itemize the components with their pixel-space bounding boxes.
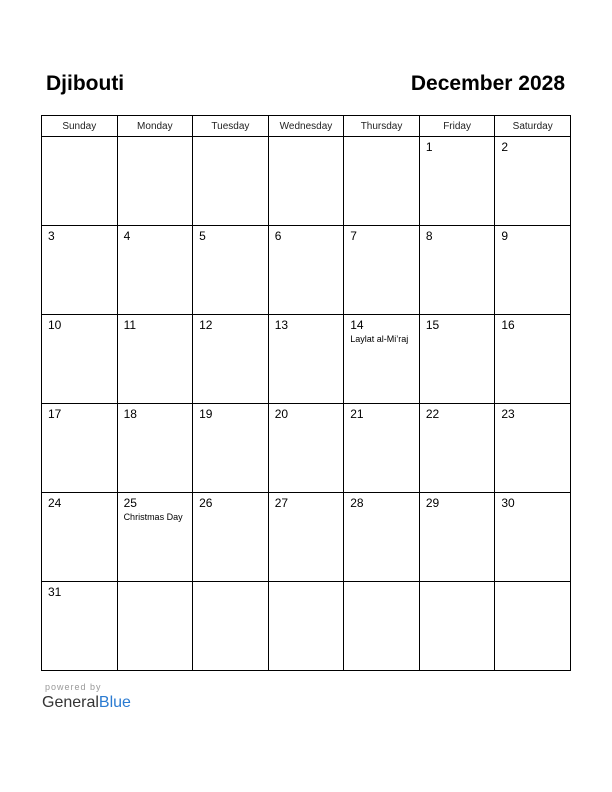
day-cell — [344, 493, 420, 582]
calendar-grid — [41, 115, 571, 671]
holiday-label: Christmas Day — [123, 512, 183, 522]
day-number: 24 — [48, 496, 62, 510]
day-cell — [268, 404, 344, 493]
day-cell — [495, 137, 571, 226]
week-row — [42, 315, 571, 404]
day-number: 2 — [501, 140, 509, 154]
day-number: 7 — [350, 229, 357, 243]
day-number: 22 — [425, 407, 440, 421]
brand-general-text: General — [42, 694, 99, 711]
holiday-label: Laylat al-Mi’raj — [350, 334, 409, 344]
weekday-monday: Monday — [117, 116, 193, 137]
day-number — [269, 137, 344, 140]
day-cell — [344, 404, 420, 493]
day-cell — [419, 137, 495, 226]
week-row — [42, 404, 571, 493]
day-number: 6 — [274, 229, 282, 243]
generalblue-logo[interactable] — [42, 693, 131, 713]
day-number: 31 — [48, 585, 62, 599]
day-cell — [419, 315, 495, 404]
day-cell — [495, 582, 571, 671]
country-title: Djibouti — [46, 72, 125, 95]
day-cell — [344, 226, 420, 315]
day-number: 5 — [199, 229, 206, 243]
day-number: 11 — [123, 318, 137, 332]
day-number — [495, 582, 570, 585]
day-number — [118, 137, 193, 140]
day-cell — [117, 226, 193, 315]
day-cell — [117, 404, 193, 493]
day-number — [42, 137, 117, 140]
day-cell — [42, 493, 118, 582]
day-cell — [193, 582, 269, 671]
weekday-wednesday: Wednesday — [268, 116, 344, 137]
day-cell — [193, 315, 269, 404]
day-number — [344, 582, 419, 585]
day-cell — [193, 493, 269, 582]
day-cell — [419, 493, 495, 582]
day-number: 12 — [199, 318, 213, 332]
day-number: 16 — [501, 318, 515, 332]
day-number: 3 — [48, 229, 55, 243]
day-cell — [495, 404, 571, 493]
weekday-saturday: Saturday — [495, 116, 571, 137]
week-row — [42, 582, 571, 671]
day-number: 15 — [425, 318, 440, 332]
day-cell — [42, 226, 118, 315]
day-number: 21 — [350, 407, 364, 421]
day-cell — [419, 404, 495, 493]
day-number: 9 — [501, 229, 509, 243]
day-cell — [419, 226, 495, 315]
day-cell — [495, 493, 571, 582]
day-number: 26 — [199, 496, 213, 510]
day-number: 30 — [501, 496, 515, 510]
day-number: 1 — [425, 140, 433, 154]
day-cell — [268, 137, 344, 226]
day-number — [193, 137, 268, 140]
day-number — [118, 582, 193, 585]
month-year-title: December 2028 — [410, 72, 565, 95]
day-number — [193, 582, 268, 585]
weekday-tuesday: Tuesday — [193, 116, 269, 137]
day-number — [269, 582, 344, 585]
day-number: 8 — [425, 229, 433, 243]
day-number: 17 — [48, 407, 62, 421]
day-number: 18 — [123, 407, 137, 421]
day-number: 20 — [274, 407, 289, 421]
day-number: 13 — [274, 318, 289, 332]
day-cell — [268, 315, 344, 404]
day-cell — [344, 137, 420, 226]
week-row — [42, 137, 571, 226]
day-number: 19 — [199, 407, 213, 421]
day-cell — [268, 493, 344, 582]
day-number: 25 — [123, 496, 137, 510]
day-number — [420, 582, 495, 585]
day-number: 28 — [350, 496, 364, 510]
day-cell — [344, 582, 420, 671]
day-cell — [193, 404, 269, 493]
day-cell — [117, 582, 193, 671]
day-number: 23 — [501, 407, 515, 421]
day-cell — [419, 582, 495, 671]
week-row — [42, 493, 571, 582]
day-cell — [268, 226, 344, 315]
day-cell — [193, 137, 269, 226]
weekday-header-row — [42, 116, 571, 137]
day-cell — [495, 315, 571, 404]
day-number: 10 — [48, 318, 62, 332]
day-cell — [42, 582, 118, 671]
day-cell — [42, 404, 118, 493]
day-cell — [193, 226, 269, 315]
day-cell — [117, 137, 193, 226]
day-cell — [117, 493, 193, 582]
day-number: 29 — [425, 496, 440, 510]
weekday-friday: Friday — [419, 116, 495, 137]
brand-blue-text: Blue — [98, 694, 131, 711]
day-cell — [117, 315, 193, 404]
weekday-sunday: Sunday — [42, 116, 118, 137]
day-number — [344, 137, 419, 140]
day-cell — [344, 315, 420, 404]
week-row — [42, 226, 571, 315]
day-cell — [42, 315, 118, 404]
day-number: 27 — [274, 496, 289, 510]
powered-by-label: powered by — [45, 682, 102, 692]
day-number: 14 — [350, 318, 364, 332]
day-cell — [42, 137, 118, 226]
day-cell — [268, 582, 344, 671]
day-cell — [495, 226, 571, 315]
weekday-thursday: Thursday — [344, 116, 420, 137]
day-number: 4 — [123, 229, 131, 243]
